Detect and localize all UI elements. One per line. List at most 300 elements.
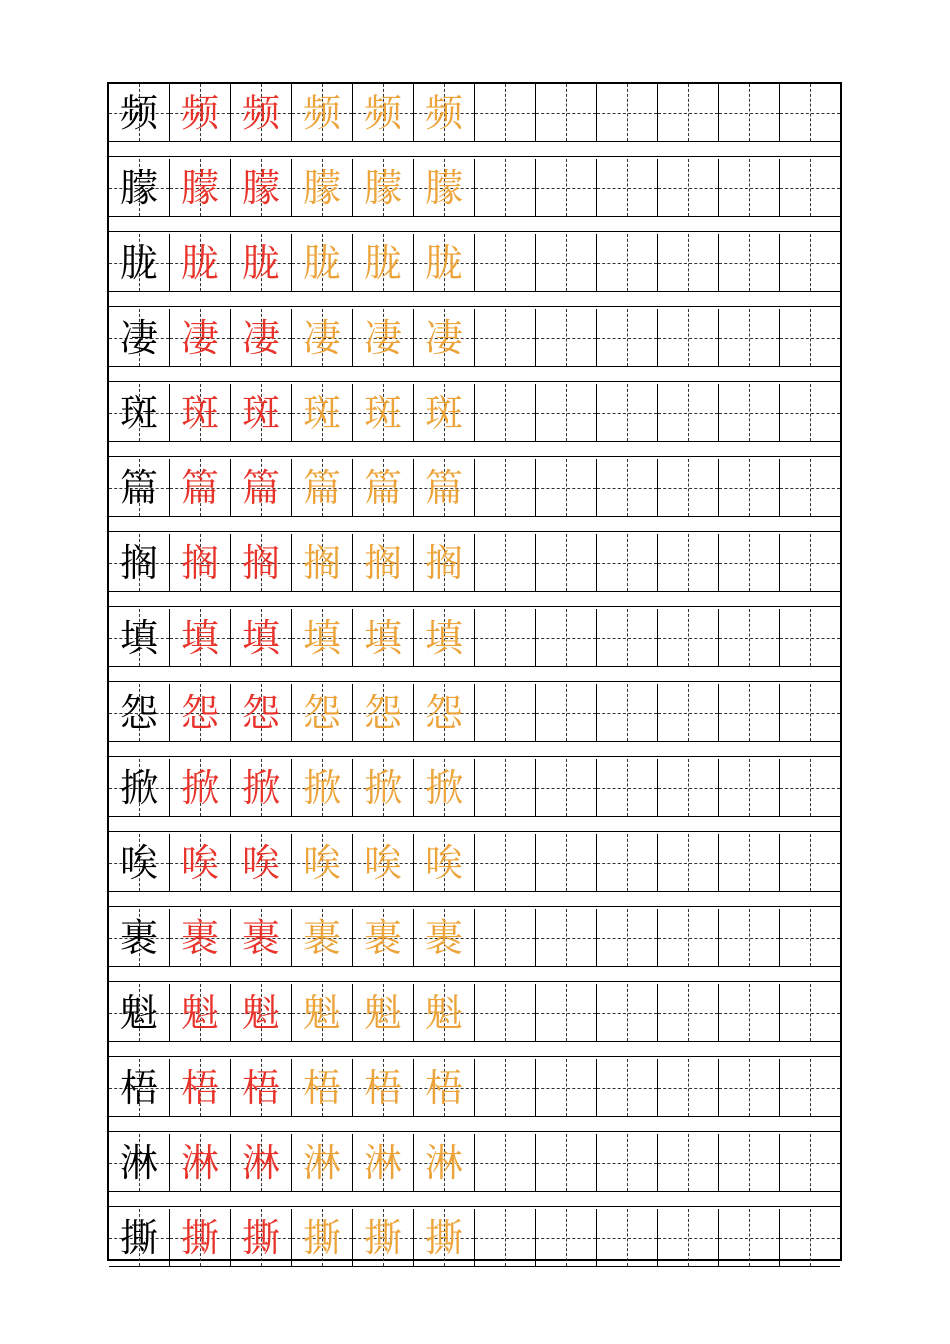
character-cell <box>109 684 170 741</box>
blank-writing-cell[interactable] <box>475 609 536 666</box>
trace-character: 掀 <box>363 765 402 810</box>
trace-character: 胧 <box>424 240 463 285</box>
character-cell <box>231 609 292 666</box>
practice-row <box>109 159 840 217</box>
trace-character: 凄 <box>241 315 280 360</box>
trace-character: 梧 <box>302 1065 341 1110</box>
trace-character: 频 <box>302 90 341 135</box>
character-cell <box>292 534 353 591</box>
row-separator <box>109 306 840 307</box>
blank-writing-cell[interactable] <box>780 84 840 141</box>
model-character: 朦 <box>119 165 158 210</box>
character-cell <box>109 759 170 816</box>
trace-character: 淋 <box>241 1140 280 1185</box>
character-cell <box>292 609 353 666</box>
character-cell <box>170 84 231 141</box>
practice-row <box>109 384 840 442</box>
model-character: 搁 <box>119 540 158 585</box>
blank-writing-cell[interactable] <box>658 459 719 516</box>
character-cell <box>292 834 353 891</box>
character-cell <box>414 834 475 891</box>
trace-character: 斑 <box>180 390 219 435</box>
blank-writing-cell[interactable] <box>475 759 536 816</box>
blank-writing-cell[interactable] <box>658 234 719 291</box>
blank-writing-cell[interactable] <box>658 984 719 1041</box>
blank-writing-cell[interactable] <box>536 1134 597 1191</box>
character-cell <box>170 159 231 216</box>
model-character: 裹 <box>119 915 158 960</box>
row-separator <box>109 981 840 982</box>
character-cell <box>353 1209 414 1266</box>
blank-writing-cell[interactable] <box>780 234 840 291</box>
blank-writing-cell[interactable] <box>719 309 780 366</box>
character-cell <box>353 309 414 366</box>
blank-writing-cell[interactable] <box>475 159 536 216</box>
blank-writing-cell[interactable] <box>658 159 719 216</box>
trace-character: 朦 <box>241 165 280 210</box>
practice-row <box>109 1209 840 1267</box>
blank-writing-cell[interactable] <box>475 684 536 741</box>
character-cell <box>231 759 292 816</box>
character-cell <box>353 459 414 516</box>
trace-character: 淋 <box>180 1140 219 1185</box>
blank-writing-cell[interactable] <box>719 159 780 216</box>
practice-row <box>109 984 840 1042</box>
blank-writing-cell[interactable] <box>475 384 536 441</box>
character-cell <box>292 1059 353 1116</box>
blank-writing-cell[interactable] <box>597 684 658 741</box>
trace-character: 裹 <box>302 915 341 960</box>
trace-character: 魁 <box>363 990 402 1035</box>
character-cell <box>109 1059 170 1116</box>
character-cell <box>414 609 475 666</box>
model-character: 频 <box>119 90 158 135</box>
trace-character: 魁 <box>180 990 219 1035</box>
trace-character: 梧 <box>363 1065 402 1110</box>
blank-writing-cell[interactable] <box>658 309 719 366</box>
blank-writing-cell[interactable] <box>597 609 658 666</box>
character-cell <box>170 1059 231 1116</box>
blank-writing-cell[interactable] <box>719 909 780 966</box>
blank-writing-cell[interactable] <box>536 759 597 816</box>
blank-writing-cell[interactable] <box>780 309 840 366</box>
character-cell <box>353 609 414 666</box>
character-cell <box>414 384 475 441</box>
character-cell <box>109 84 170 141</box>
blank-writing-cell[interactable] <box>780 1134 840 1191</box>
blank-writing-cell[interactable] <box>536 1209 597 1266</box>
trace-character: 填 <box>424 615 463 660</box>
blank-writing-cell[interactable] <box>719 84 780 141</box>
trace-character: 怨 <box>424 690 463 735</box>
character-cell <box>414 84 475 141</box>
character-cell <box>414 159 475 216</box>
trace-character: 搁 <box>424 540 463 585</box>
trace-character: 搁 <box>180 540 219 585</box>
blank-writing-cell[interactable] <box>658 1209 719 1266</box>
blank-writing-cell[interactable] <box>719 1209 780 1266</box>
practice-row <box>109 834 840 892</box>
character-cell <box>109 234 170 291</box>
practice-row <box>109 1059 840 1117</box>
trace-character: 朦 <box>363 165 402 210</box>
trace-character: 篇 <box>302 465 341 510</box>
character-cell <box>170 459 231 516</box>
trace-character: 撕 <box>302 1215 341 1260</box>
trace-character: 怨 <box>241 690 280 735</box>
blank-writing-cell[interactable] <box>780 984 840 1041</box>
practice-row <box>109 909 840 967</box>
blank-writing-cell[interactable] <box>536 909 597 966</box>
character-cell <box>414 909 475 966</box>
blank-writing-cell[interactable] <box>536 834 597 891</box>
trace-character: 唉 <box>180 840 219 885</box>
character-cell <box>353 759 414 816</box>
blank-writing-cell[interactable] <box>536 384 597 441</box>
blank-writing-cell[interactable] <box>658 384 719 441</box>
blank-writing-cell[interactable] <box>719 684 780 741</box>
character-cell <box>292 84 353 141</box>
trace-character: 撕 <box>241 1215 280 1260</box>
character-cell <box>231 1134 292 1191</box>
model-character: 撕 <box>119 1215 158 1260</box>
blank-writing-cell[interactable] <box>475 1059 536 1116</box>
character-cell <box>231 834 292 891</box>
trace-character: 梧 <box>180 1065 219 1110</box>
blank-writing-cell[interactable] <box>780 1059 840 1116</box>
blank-writing-cell[interactable] <box>658 84 719 141</box>
blank-writing-cell[interactable] <box>658 834 719 891</box>
practice-row <box>109 534 840 592</box>
blank-writing-cell[interactable] <box>475 459 536 516</box>
trace-character: 胧 <box>180 240 219 285</box>
trace-character: 撕 <box>363 1215 402 1260</box>
row-separator <box>109 531 840 532</box>
trace-character: 填 <box>363 615 402 660</box>
character-cell <box>292 384 353 441</box>
character-cell <box>109 609 170 666</box>
trace-character: 篇 <box>363 465 402 510</box>
blank-writing-cell[interactable] <box>780 1209 840 1266</box>
blank-writing-cell[interactable] <box>475 984 536 1041</box>
blank-writing-cell[interactable] <box>536 1059 597 1116</box>
trace-character: 篇 <box>241 465 280 510</box>
trace-character: 凄 <box>180 315 219 360</box>
trace-character: 搁 <box>302 540 341 585</box>
blank-writing-cell[interactable] <box>475 534 536 591</box>
trace-character: 淋 <box>302 1140 341 1185</box>
blank-writing-cell[interactable] <box>658 759 719 816</box>
character-cell <box>292 759 353 816</box>
trace-character: 搁 <box>241 540 280 585</box>
blank-writing-cell[interactable] <box>597 1134 658 1191</box>
trace-character: 魁 <box>424 990 463 1035</box>
character-cell <box>170 309 231 366</box>
blank-writing-cell[interactable] <box>719 984 780 1041</box>
trace-character: 掀 <box>424 765 463 810</box>
character-cell <box>109 159 170 216</box>
blank-writing-cell[interactable] <box>658 1134 719 1191</box>
trace-character: 掀 <box>302 765 341 810</box>
model-character: 怨 <box>119 690 158 735</box>
trace-character: 唉 <box>363 840 402 885</box>
blank-writing-cell[interactable] <box>597 984 658 1041</box>
blank-writing-cell[interactable] <box>597 384 658 441</box>
blank-writing-cell[interactable] <box>536 234 597 291</box>
character-cell <box>231 909 292 966</box>
trace-character: 凄 <box>424 315 463 360</box>
blank-writing-cell[interactable] <box>597 1209 658 1266</box>
character-cell <box>292 159 353 216</box>
trace-character: 斑 <box>424 390 463 435</box>
character-cell <box>414 1209 475 1266</box>
trace-character: 唉 <box>241 840 280 885</box>
character-cell <box>414 234 475 291</box>
trace-character: 胧 <box>241 240 280 285</box>
trace-character: 斑 <box>302 390 341 435</box>
blank-writing-cell[interactable] <box>719 234 780 291</box>
blank-writing-cell[interactable] <box>475 309 536 366</box>
trace-character: 填 <box>241 615 280 660</box>
trace-character: 撕 <box>180 1215 219 1260</box>
trace-character: 魁 <box>302 990 341 1035</box>
trace-character: 梧 <box>241 1065 280 1110</box>
character-cell <box>353 234 414 291</box>
blank-writing-cell[interactable] <box>597 84 658 141</box>
trace-character: 填 <box>180 615 219 660</box>
character-cell <box>170 534 231 591</box>
trace-character: 裹 <box>180 915 219 960</box>
trace-character: 怨 <box>180 690 219 735</box>
blank-writing-cell[interactable] <box>658 1059 719 1116</box>
blank-writing-cell[interactable] <box>475 84 536 141</box>
blank-writing-cell[interactable] <box>780 609 840 666</box>
blank-writing-cell[interactable] <box>780 909 840 966</box>
character-cell <box>231 684 292 741</box>
blank-writing-cell[interactable] <box>658 909 719 966</box>
blank-writing-cell[interactable] <box>780 834 840 891</box>
blank-writing-cell[interactable] <box>597 534 658 591</box>
model-character: 篇 <box>119 465 158 510</box>
character-cell <box>231 384 292 441</box>
character-cell <box>353 1059 414 1116</box>
character-cell <box>170 1134 231 1191</box>
model-character: 梧 <box>119 1065 158 1110</box>
trace-character: 撕 <box>424 1215 463 1260</box>
blank-writing-cell[interactable] <box>536 534 597 591</box>
character-cell <box>353 159 414 216</box>
practice-row <box>109 1134 840 1192</box>
trace-character: 梧 <box>424 1065 463 1110</box>
row-separator <box>109 381 840 382</box>
trace-character: 掀 <box>180 765 219 810</box>
character-cell <box>109 1209 170 1266</box>
trace-character: 凄 <box>302 315 341 360</box>
blank-writing-cell[interactable] <box>719 1134 780 1191</box>
row-separator <box>109 906 840 907</box>
blank-writing-cell[interactable] <box>780 534 840 591</box>
blank-writing-cell[interactable] <box>475 234 536 291</box>
character-cell <box>414 309 475 366</box>
character-cell <box>231 984 292 1041</box>
character-cell <box>170 384 231 441</box>
practice-row <box>109 684 840 742</box>
character-cell <box>353 909 414 966</box>
blank-writing-cell[interactable] <box>658 534 719 591</box>
character-cell <box>170 234 231 291</box>
trace-character: 频 <box>424 90 463 135</box>
blank-writing-cell[interactable] <box>658 609 719 666</box>
row-separator <box>109 831 840 832</box>
character-cell <box>353 84 414 141</box>
blank-writing-cell[interactable] <box>719 759 780 816</box>
character-cell <box>292 459 353 516</box>
blank-writing-cell[interactable] <box>536 684 597 741</box>
model-character: 掀 <box>119 765 158 810</box>
character-cell <box>109 384 170 441</box>
model-character: 淋 <box>119 1140 158 1185</box>
character-cell <box>292 309 353 366</box>
trace-character: 唉 <box>424 840 463 885</box>
character-cell <box>170 759 231 816</box>
character-cell <box>170 834 231 891</box>
trace-character: 裹 <box>424 915 463 960</box>
character-cell <box>231 84 292 141</box>
character-cell <box>292 684 353 741</box>
blank-writing-cell[interactable] <box>719 534 780 591</box>
blank-writing-cell[interactable] <box>597 159 658 216</box>
trace-character: 掀 <box>241 765 280 810</box>
character-cell <box>414 1059 475 1116</box>
blank-writing-cell[interactable] <box>536 609 597 666</box>
blank-writing-cell[interactable] <box>536 84 597 141</box>
character-cell <box>292 984 353 1041</box>
trace-character: 裹 <box>363 915 402 960</box>
blank-writing-cell[interactable] <box>780 684 840 741</box>
blank-writing-cell[interactable] <box>780 759 840 816</box>
practice-row <box>109 609 840 667</box>
trace-character: 斑 <box>241 390 280 435</box>
character-cell <box>231 234 292 291</box>
character-cell <box>231 459 292 516</box>
blank-writing-cell[interactable] <box>597 1059 658 1116</box>
character-cell <box>109 309 170 366</box>
model-character: 凄 <box>119 315 158 360</box>
trace-character: 魁 <box>241 990 280 1035</box>
character-cell <box>292 909 353 966</box>
trace-character: 篇 <box>424 465 463 510</box>
character-cell <box>414 984 475 1041</box>
trace-character: 裹 <box>241 915 280 960</box>
character-cell <box>353 1134 414 1191</box>
character-cell <box>109 534 170 591</box>
character-cell <box>109 1134 170 1191</box>
model-character: 魁 <box>119 990 158 1035</box>
practice-row <box>109 84 840 142</box>
blank-writing-cell[interactable] <box>597 459 658 516</box>
blank-writing-cell[interactable] <box>780 384 840 441</box>
row-separator <box>109 1206 840 1207</box>
blank-writing-cell[interactable] <box>597 309 658 366</box>
blank-writing-cell[interactable] <box>536 309 597 366</box>
blank-writing-cell[interactable] <box>780 459 840 516</box>
model-character: 唉 <box>119 840 158 885</box>
trace-character: 怨 <box>302 690 341 735</box>
row-separator <box>109 156 840 157</box>
trace-character: 怨 <box>363 690 402 735</box>
blank-writing-cell[interactable] <box>719 384 780 441</box>
row-separator <box>109 231 840 232</box>
character-cell <box>109 834 170 891</box>
blank-writing-cell[interactable] <box>597 909 658 966</box>
blank-writing-cell[interactable] <box>475 909 536 966</box>
trace-character: 胧 <box>363 240 402 285</box>
blank-writing-cell[interactable] <box>536 984 597 1041</box>
row-separator <box>109 1056 840 1057</box>
blank-writing-cell[interactable] <box>719 459 780 516</box>
blank-writing-cell[interactable] <box>597 759 658 816</box>
row-separator <box>109 606 840 607</box>
blank-writing-cell[interactable] <box>536 459 597 516</box>
blank-writing-cell[interactable] <box>475 1209 536 1266</box>
practice-grid-sheet <box>107 82 842 1261</box>
character-cell <box>353 384 414 441</box>
blank-writing-cell[interactable] <box>597 234 658 291</box>
blank-writing-cell[interactable] <box>658 684 719 741</box>
trace-character: 朦 <box>424 165 463 210</box>
character-cell <box>353 534 414 591</box>
character-cell <box>353 684 414 741</box>
trace-character: 胧 <box>302 240 341 285</box>
character-cell <box>170 1209 231 1266</box>
practice-row <box>109 234 840 292</box>
trace-character: 篇 <box>180 465 219 510</box>
trace-character: 朦 <box>180 165 219 210</box>
model-character: 斑 <box>119 390 158 435</box>
row-separator <box>109 681 840 682</box>
row-separator <box>109 1131 840 1132</box>
blank-writing-cell[interactable] <box>475 834 536 891</box>
character-cell <box>170 909 231 966</box>
trace-character: 淋 <box>363 1140 402 1185</box>
character-cell <box>109 984 170 1041</box>
row-separator <box>109 456 840 457</box>
blank-writing-cell[interactable] <box>719 609 780 666</box>
character-cell <box>170 684 231 741</box>
trace-character: 斑 <box>363 390 402 435</box>
blank-writing-cell[interactable] <box>536 159 597 216</box>
character-cell <box>353 834 414 891</box>
trace-character: 搁 <box>363 540 402 585</box>
blank-writing-cell[interactable] <box>597 834 658 891</box>
practice-row <box>109 309 840 367</box>
blank-writing-cell[interactable] <box>780 159 840 216</box>
trace-character: 唉 <box>302 840 341 885</box>
character-cell <box>414 459 475 516</box>
character-cell <box>231 1209 292 1266</box>
blank-writing-cell[interactable] <box>475 1134 536 1191</box>
trace-character: 朦 <box>302 165 341 210</box>
model-character: 胧 <box>119 240 158 285</box>
blank-writing-cell[interactable] <box>719 834 780 891</box>
trace-character: 频 <box>241 90 280 135</box>
character-cell <box>292 234 353 291</box>
trace-character: 淋 <box>424 1140 463 1185</box>
character-cell <box>414 1134 475 1191</box>
trace-character: 填 <box>302 615 341 660</box>
character-cell <box>231 1059 292 1116</box>
blank-writing-cell[interactable] <box>719 1059 780 1116</box>
